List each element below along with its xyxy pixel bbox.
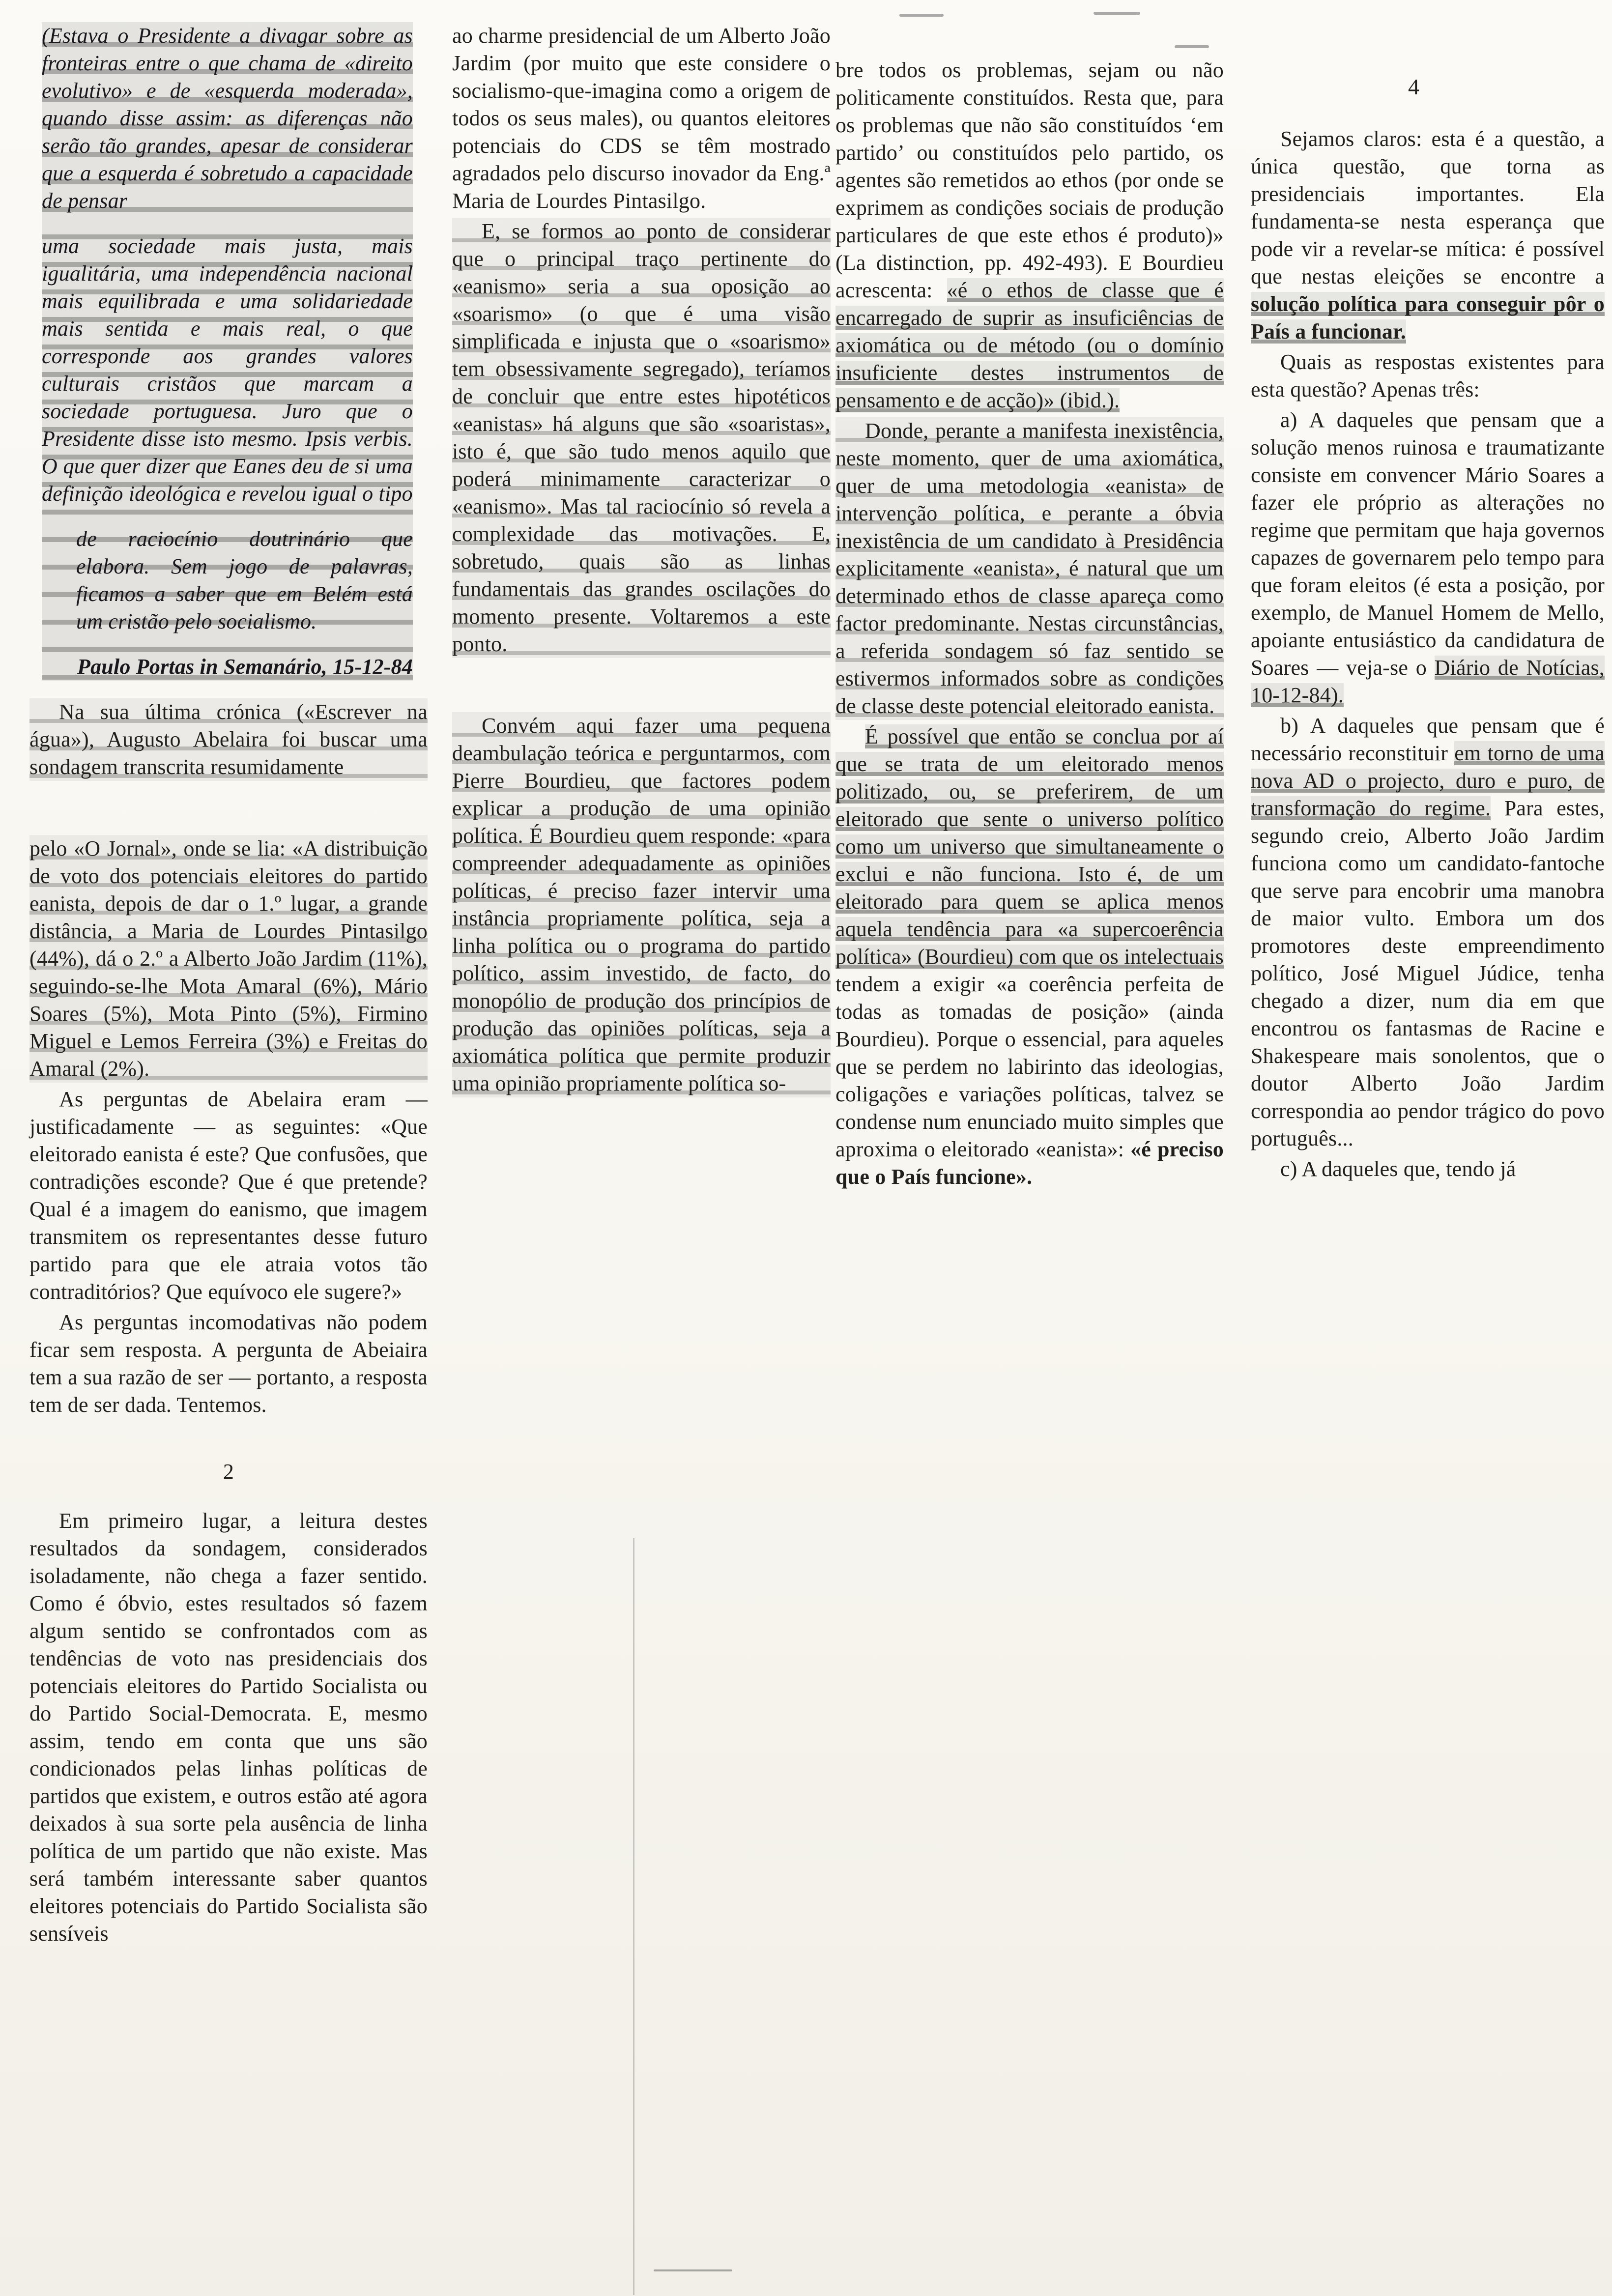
text-segment: tendem a exigir «a coerência perfeita de todas as tomadas de posição» (ainda Bourdieu). Porque o essencial, para aqueles que se perdem no labirinto das ideologias, coligações e variações políticas, talvez se condense num enunciado muito simples que aproxima o eleitorado «eanista»: — [835, 972, 1224, 1161]
text-segment: bre todos os problemas, sejam ou não politicamente constituídos. Resta que, para os problemas que não são constituídos ‘em partido’ ou constituídos pelo partido, os agentes são remetidos ao ethos (por onde se exprimem as condições sociais de produção particulares de que este ethos é produto)» (La distinction, pp. 492-493). E Bourdieu acrescenta: — [835, 58, 1224, 302]
paragraph-primeiro-lugar: Em primeiro lugar, a leitura destes resultados da sondagem, considerados isoladamente, não chega a fazer sentido. Como é óbvio, estes resultados só fazem algum sentido se confrontados com as tendências de voto nas presidenciais dos potenciais eleitores do Partido Socialista ou do Partido Social-Democrata. E, mesmo assim, tendo em conta que uns são condicionados pelas linhas políticas de partidos que existem, e outros estão até agora deixados à sua sorte pela ausência de linha política de um partido que não existe. Mas será também interessante saber quantos eleitores potenciais do Partido Socialista são sensíveis — [29, 1509, 428, 1946]
marked-text: «é o ethos de classe que é encarregado de suprir as insuficiências de axiomática ou de método (ou o domínio insuficiente destes instrumentos de pensamento e de acção)» (ibid.). — [835, 278, 1224, 412]
paragraph-eleitorado — [835, 723, 1224, 1191]
paragraph-charme: ao charme presidencial de um Alberto João Jardim (por muito que este considere o socialismo-que-imagina como a origem de todos os seus males), ou quantos eleitores potenciais do CDS se têm mostrado agradados pelo discurso inovador da Eng.ª Maria de Lourdes Pintasilgo. — [452, 24, 831, 213]
section-number: 2 — [223, 1460, 234, 1484]
scan-crease — [633, 1538, 634, 2295]
quote-paragraph: de raciocínio doutrinário que elabora. Sem jogo de palavras, ficamos a saber que em Belém está um cristão pelo socialismo. — [76, 527, 413, 633]
marked-text: Diário de Notícias, 10-12-84). — [1251, 656, 1605, 707]
paragraph-cronica: Na sua última crónica («Escrever na água»), Augusto Abelaira foi buscar uma sondagem transcrita resumidamente — [29, 698, 428, 781]
quote-block — [42, 22, 413, 681]
scan-artifact — [899, 14, 944, 17]
paragraph-bourdieu: Convém aqui fazer uma pequena deambulação teórica e perguntarmos, com Pierre Bourdieu, que factores podem explicar a produção de uma opinião política. É Bourdieu quem responde: «para compreender adequadamente as opiniões políticas, é preciso fazer intervir uma instância propriamente política, seja a linha política ou o programa do partido político, assim investido, de facto, do monopólio de produção dos princípios de produção das opiniões políticas, seja a axiomática política que permite produzir uma opinião propriamente política so- — [452, 712, 831, 1097]
scan-artifact — [1094, 12, 1140, 15]
marked-text: solução política para conseguir pôr o País a funcionar. — [1251, 292, 1605, 344]
paragraph-resposta-b — [1251, 712, 1605, 1152]
bold-quote: «é preciso que o País funcione». — [835, 1137, 1224, 1189]
quote-attribution: Paulo Portas in Semanário, 15-12-84 — [77, 655, 413, 679]
column-2 — [452, 22, 831, 1100]
paragraph-resposta-c: c) A daqueles que, tendo já — [1280, 1157, 1516, 1181]
paragraph-sondagem: pelo «O Jornal», onde se lia: «A distribuição de voto dos potenciais eleitores do partido eanista, depois de dar o 1.º lugar, a grande distância, a Maria de Lourdes Pintasilgo (44%), dá o 2.º a Alberto João Jardim (11%), seguindo-se-lhe Mota Amaral (6%), Mário Soares (5%), Mota Pinto (5%), Firmino Miguel e Lemos Ferreira (3%) e Freitas do Amaral (2%). — [29, 835, 428, 1083]
column-4 — [1251, 125, 1605, 1186]
text-segment: a) A daqueles que pensam que a solução menos ruinosa e traumatizante consiste em convencer Mário Soares a fazer ele próprio as alterações no regime que permitam que haja governos capazes de governarem pelo tempo para que foram eleitos (é esta a posição, por exemplo, de Manuel Homem de Mello, apoiante entusiástico da candidatura de Soares — veja-se o — [1251, 408, 1605, 680]
paragraph-respostas: Quais as respostas existentes para esta questão? Apenas três: — [1251, 350, 1605, 402]
paragraph-ethos — [835, 57, 1224, 414]
text-segment: Para estes, segundo creio, Alberto João Jardim funciona como um candidato-fantoche que serve para encobrir uma manobra de maior vulto. Embora um dos promotores deste empreendimento político, José Miguel Júdice, tenha chegado a dizer, num dia em que encontrou os fantasmas de Racine e Shakespeare mais sonolentos, que o doutor Alberto João Jardim correspondia ao pendor trágico do povo português... — [1251, 796, 1605, 1150]
column-3 — [835, 57, 1224, 1194]
marked-text: em torno de uma nova AD o projecto, duro e puro, de transformação do regime. — [1251, 741, 1605, 820]
paragraph-perguntas: As perguntas de Abelaira eram — justificadamente — as seguintes: «Que eleitorado eanista é este? Que confusões, que contradições esconde? Que é que pretende? Qual é a imagem do eanismo, que imagem transmitem os representantes desse futuro partido para que ele atraia votos tão contraditórios? Que equívoco ele sugere?» — [29, 1087, 428, 1304]
page-number: 4 — [1408, 74, 1419, 99]
paragraph-sejamos-claros — [1251, 125, 1605, 345]
scan-artifact — [654, 2269, 732, 2271]
text-segment: b) A daqueles que pensam que é necessário reconstituir — [1251, 714, 1605, 765]
quote-paragraph: (Estava o Presidente a divagar sobre as fronteiras entre o que chama de «direito evolutivo» e de «esquerda moderada», quando disse assim: as diferenças não serão tão grandes, apesar de considerar que a esquerda é sobretudo a capacidade de pensar — [42, 24, 413, 213]
column-1 — [29, 22, 428, 1951]
scan-artifact — [1175, 45, 1209, 48]
paragraph-resposta-a — [1251, 406, 1605, 709]
paragraph-incomodativas: As perguntas incomodativas não podem ficar sem resposta. A pergunta de Abeiaira tem a sua razão de ser — portanto, a resposta tem de ser dada. Tentemos. — [29, 1310, 428, 1417]
text-segment: Sejamos claros: esta é a questão, a única questão, que torna as presidenciais importantes. Ela fundamenta-se nesta esperança que pode vir a revelar-se mítica: é possível que nestas eleições se encontre a — [1251, 127, 1605, 288]
marked-text: É possível que então se conclua por aí que se trata de um eleitorado menos politizado, ou, se preferirem, de um eleitorado que sente o universo político como um universo que simultaneamente o exclui e não funciona. Isto é, de um eleitorado para quem se aplica menos aquela tendência para «a supercoerência política» (Bourdieu) com que os intelectuais — [835, 724, 1224, 969]
paragraph-inexistencia: Donde, perante a manifesta inexistência, neste momento, quer de uma axiomática, quer de uma metodologia «eanista» de intervenção política, e perante a óbvia inexistência de um candidato à Presidência explicitamente «eanista», é natural que um determinado ethos de classe apareça como factor predominante. Nestas circunstâncias, a referida sondagem só faz sentido se estivermos informados sobre as condições de classe deste potencial eleitorado eanista. — [835, 417, 1224, 720]
paragraph-eanismo-soarismo: E, se formos ao ponto de considerar que o principal traço pertinente do «eanismo» seria a sua oposição ao «soarismo» (o que é uma visão simplificada e injusta que o «soarismo» tem obsessivamente segregado), teríamos de concluir que entre estes hipotéticos «eanistas» há alguns que são «soaristas», isto é, que são tudo menos aquilo que poderá minimamente caracterizar o «eanismo». Mas tal raciocínio só revela a complexidade das motivações. E, sobretudo, quais são as linhas fundamentais das grandes oscilações do momento presente. Voltaremos a este ponto. — [452, 218, 831, 658]
quote-paragraph: uma sociedade mais justa, mais igualitária, uma independência nacional mais equilibrada e uma solidariedade mais sentida e mais real, o que corresponde aos grandes valores culturais cristãos que marcam a sociedade portuguesa. Juro que o Presidente disse isto mesmo. Ipsis verbis. O que quer dizer que Eanes deu de si uma definição ideológica e revelou igual o tipo — [42, 234, 413, 506]
